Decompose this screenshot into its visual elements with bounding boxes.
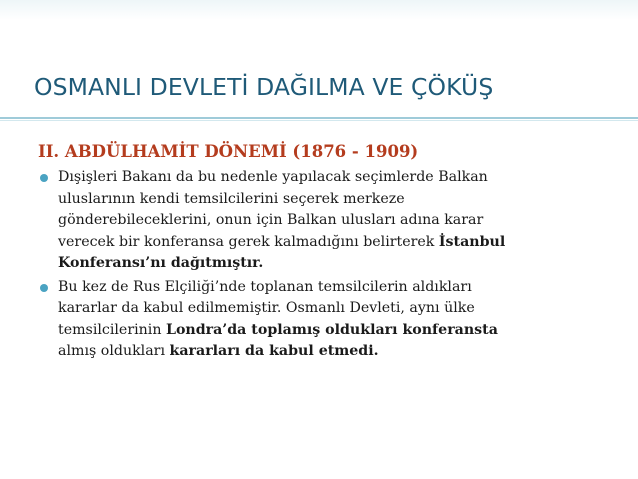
bold-text: Londra’da toplamış oldukları konferansta bbox=[165, 321, 498, 338]
bold-text: kararları da kabul etmedi. bbox=[169, 343, 379, 359]
bullet-icon bbox=[40, 174, 48, 182]
bullet-line: Dışişleri Bakanı da bu nedenle yapılacak seçimlerde Balkan bbox=[58, 169, 488, 185]
bold-text: Konferansı’nı dağıtmıştır. bbox=[58, 255, 264, 271]
title-divider bbox=[0, 117, 638, 119]
bullet-icon bbox=[40, 284, 48, 292]
bullet-line: temsilcilerinin Londra’da toplamış oldukları konferansta bbox=[58, 321, 498, 338]
bullet-item bbox=[38, 167, 623, 275]
bullet-item bbox=[38, 277, 623, 363]
slide-top-band bbox=[0, 0, 638, 20]
bullet-line: almış oldukları kararları da kabul etmedi. bbox=[58, 343, 379, 359]
bullet-line: uluslarının kendi temsilcilerini seçerek merkeze bbox=[58, 190, 405, 207]
bullet-line: gönderebileceklerini, onun için Balkan ulusları adına karar bbox=[58, 212, 484, 228]
bold-text: İstanbul bbox=[438, 233, 506, 250]
slide-title: OSMANLI DEVLETİ DAĞILMA VE ÇÖKÜŞ bbox=[34, 73, 494, 101]
bullet-line: Bu kez de Rus Elçiliği’nde toplanan temsilcilerin aldıkları bbox=[58, 278, 472, 295]
bullet-line: kararlar da kabul edilmemiştir. Osmanlı Devleti, aynı ülke bbox=[58, 300, 475, 316]
bullet-line bbox=[58, 253, 623, 275]
bullet-line: verecek bir konferansa gerek kalmadığını belirterek İstanbul bbox=[58, 233, 506, 250]
title-divider-shadow bbox=[0, 120, 638, 121]
slide-content bbox=[38, 141, 623, 365]
section-heading: II. ABDÜLHAMİT DÖNEMİ (1876 - 1909) bbox=[38, 142, 419, 161]
